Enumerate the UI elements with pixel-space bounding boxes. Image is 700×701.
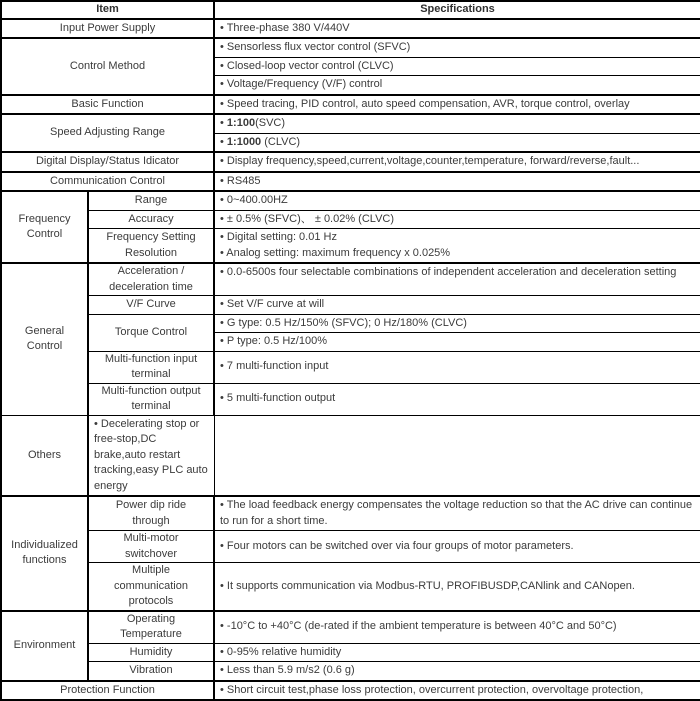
sub-label-line: Temperature [120, 628, 182, 640]
spec-value-rest: (CLVC) [261, 135, 301, 148]
spec-value: • 0~400.00HZ [214, 191, 700, 210]
item-label-speed-adjusting-range: Speed Adjusting Range [1, 114, 214, 152]
spec-value: • 5 multi-function output [214, 383, 700, 415]
sub-item-label [88, 563, 214, 611]
item-label-line: Environment [13, 638, 76, 651]
sub-label-line: Frequency Setting [106, 231, 196, 243]
sub-label-line: switchover [125, 547, 177, 560]
spec-value: • P type: 0.5 Hz/100% [214, 333, 700, 352]
spec-value: • Three-phase 380 V/440V [214, 19, 700, 39]
sub-item-label [88, 351, 214, 383]
table-row [1, 19, 700, 39]
spec-value: • -10°C to +40°C (de-rated if the ambient temperature is between 40°C and 50°C) [214, 611, 700, 644]
sub-item-label [88, 643, 214, 662]
sub-label-line: Humidity [129, 645, 173, 658]
table-row [1, 643, 700, 662]
table-row [1, 681, 700, 701]
item-label-input-power-supply: Input Power Supply [1, 19, 214, 39]
sub-item-label [88, 191, 214, 210]
spec-value: • Four motors can be switched over via four groups of motor parameters. [214, 531, 700, 563]
sub-label-line: Accuracy [128, 212, 174, 225]
sub-label-line: Others [27, 448, 61, 461]
spec-value: • G type: 0.5 Hz/150% (SFVC); 0 Hz/180% (CLVC) [214, 314, 700, 333]
item-label-line: Control [26, 340, 63, 353]
sub-item-label [88, 662, 214, 681]
table-row [1, 314, 700, 333]
spec-value: • 0-95% relative humidity [214, 643, 700, 662]
sub-label-line: protocols [128, 595, 174, 607]
table-row [1, 114, 700, 133]
header-specifications: Specifications [214, 1, 700, 19]
spec-value: • Less than 5.9 m/s2 (0.6 g) [214, 662, 700, 681]
item-label-environment [1, 611, 88, 681]
table-row [1, 531, 700, 563]
sub-label-line: Power dip ride [115, 499, 187, 511]
spec-value: • Display frequency,speed,current,voltage,counter,temperature, forward/reverse,fault... [214, 152, 700, 172]
table-row [1, 263, 700, 296]
sub-item-label [88, 611, 214, 644]
sub-label-line: Vibration [129, 664, 173, 676]
item-label-control-method: Control Method [1, 38, 214, 95]
item-label-frequency-control [1, 191, 88, 263]
sub-label-line: terminal [131, 400, 171, 412]
spec-bullet: • [220, 117, 227, 129]
spec-value [214, 229, 700, 264]
spec-value [214, 114, 700, 133]
sub-label-line: Resolution [125, 246, 177, 259]
spec-value: • 0.0-6500s four selectable combinations of independent acceleration and deceleration setting [214, 263, 700, 296]
sub-label-line: Operating [126, 612, 176, 625]
table-row [1, 496, 700, 531]
sub-item-label [88, 296, 214, 315]
spec-line: • Digital setting: 0.01 Hz [220, 231, 337, 243]
spec-value-bold: 1:1000 [226, 135, 262, 148]
sub-item-label [88, 210, 214, 229]
table-row [1, 662, 700, 681]
sub-item-label [88, 531, 214, 563]
item-label-digital-display: Digital Display/Status Idicator [1, 152, 214, 172]
spec-value: • It supports communication via Modbus-RTU, PROFIBUSDP,CANlink and CANopen. [214, 563, 700, 611]
table-row [1, 38, 700, 57]
sub-item-label [88, 263, 214, 296]
item-label-communication-control: Communication Control [1, 172, 214, 192]
table-row [1, 611, 700, 644]
spec-value-rest: (SVC) [255, 117, 286, 129]
table-row [1, 415, 700, 496]
item-label-protection-function: Protection Function [1, 681, 214, 701]
table-row [1, 172, 700, 192]
item-label-basic-function: Basic Function [1, 95, 214, 115]
sub-label-line: Torque Control [114, 325, 188, 338]
sub-item-label [1, 415, 88, 496]
item-label-individualized-functions [1, 496, 88, 611]
table-row [1, 351, 700, 383]
spec-value: • Sensorless flux vector control (SFVC) [214, 38, 700, 57]
spec-value: • Short circuit test,phase loss protection, overcurrent protection, overvoltage protection, [214, 681, 700, 701]
spec-value: • 7 multi-function input [214, 351, 700, 383]
sub-label-line: Acceleration / [117, 265, 185, 277]
table-row [1, 563, 700, 611]
item-label-general-control [1, 263, 88, 415]
spec-value: • The load feedback energy compensates the voltage reduction so that the AC drive can continue to run for a short time. [214, 496, 700, 531]
item-label-line: functions [22, 554, 67, 567]
sub-label-line: Multi-motor [123, 532, 179, 544]
sub-item-label [88, 383, 214, 415]
sub-label-line: Multiple [132, 564, 170, 576]
sub-label-line: deceleration time [109, 280, 193, 293]
spec-value: • Set V/F curve at will [214, 296, 700, 315]
sub-label-line: V/F Curve [126, 298, 176, 310]
table-row [1, 383, 700, 415]
spec-value: • Voltage/Frequency (V/F) control [214, 76, 700, 95]
sub-item-label [88, 229, 214, 264]
table-row [1, 191, 700, 210]
item-label-line: General [24, 324, 65, 337]
spec-value: • Closed-loop vector control (CLVC) [214, 57, 700, 76]
table-header-row [1, 1, 700, 19]
sub-label-line: through [132, 514, 170, 527]
sub-label-line: communication [114, 579, 188, 592]
sub-label-line: Multi-function input [104, 352, 198, 365]
table-row [1, 229, 700, 264]
item-label-line: Frequency [18, 212, 71, 225]
spec-value: • ± 0.5% (SFVC)、 ± 0.02% (CLVC) [214, 210, 700, 229]
table-row [1, 296, 700, 315]
sub-label-line: Range [134, 194, 168, 206]
sub-label-line: terminal [131, 368, 171, 380]
spec-value: • Speed tracing, PID control, auto speed compensation, AVR, torque control, overlay [214, 95, 700, 115]
spec-value: • Decelerating stop or free-stop,DC brake,auto restart tracking,easy PLC auto energy [88, 415, 214, 496]
spec-value: • RS485 [214, 172, 700, 192]
spec-bullet: • [220, 135, 227, 148]
spec-value [214, 133, 700, 152]
sub-item-label [88, 496, 214, 531]
table-row [1, 95, 700, 115]
table-row [1, 152, 700, 172]
spec-value-bold: 1:100 [226, 117, 256, 129]
sub-item-label [88, 314, 214, 351]
spec-line: • Analog setting: maximum frequency x 0.025% [220, 246, 451, 259]
item-label-line: Control [26, 228, 63, 240]
header-item: Item [1, 1, 214, 19]
sub-label-line: Multi-function output [101, 384, 201, 397]
table-row [1, 210, 700, 229]
item-label-line: Individualized [11, 538, 78, 551]
